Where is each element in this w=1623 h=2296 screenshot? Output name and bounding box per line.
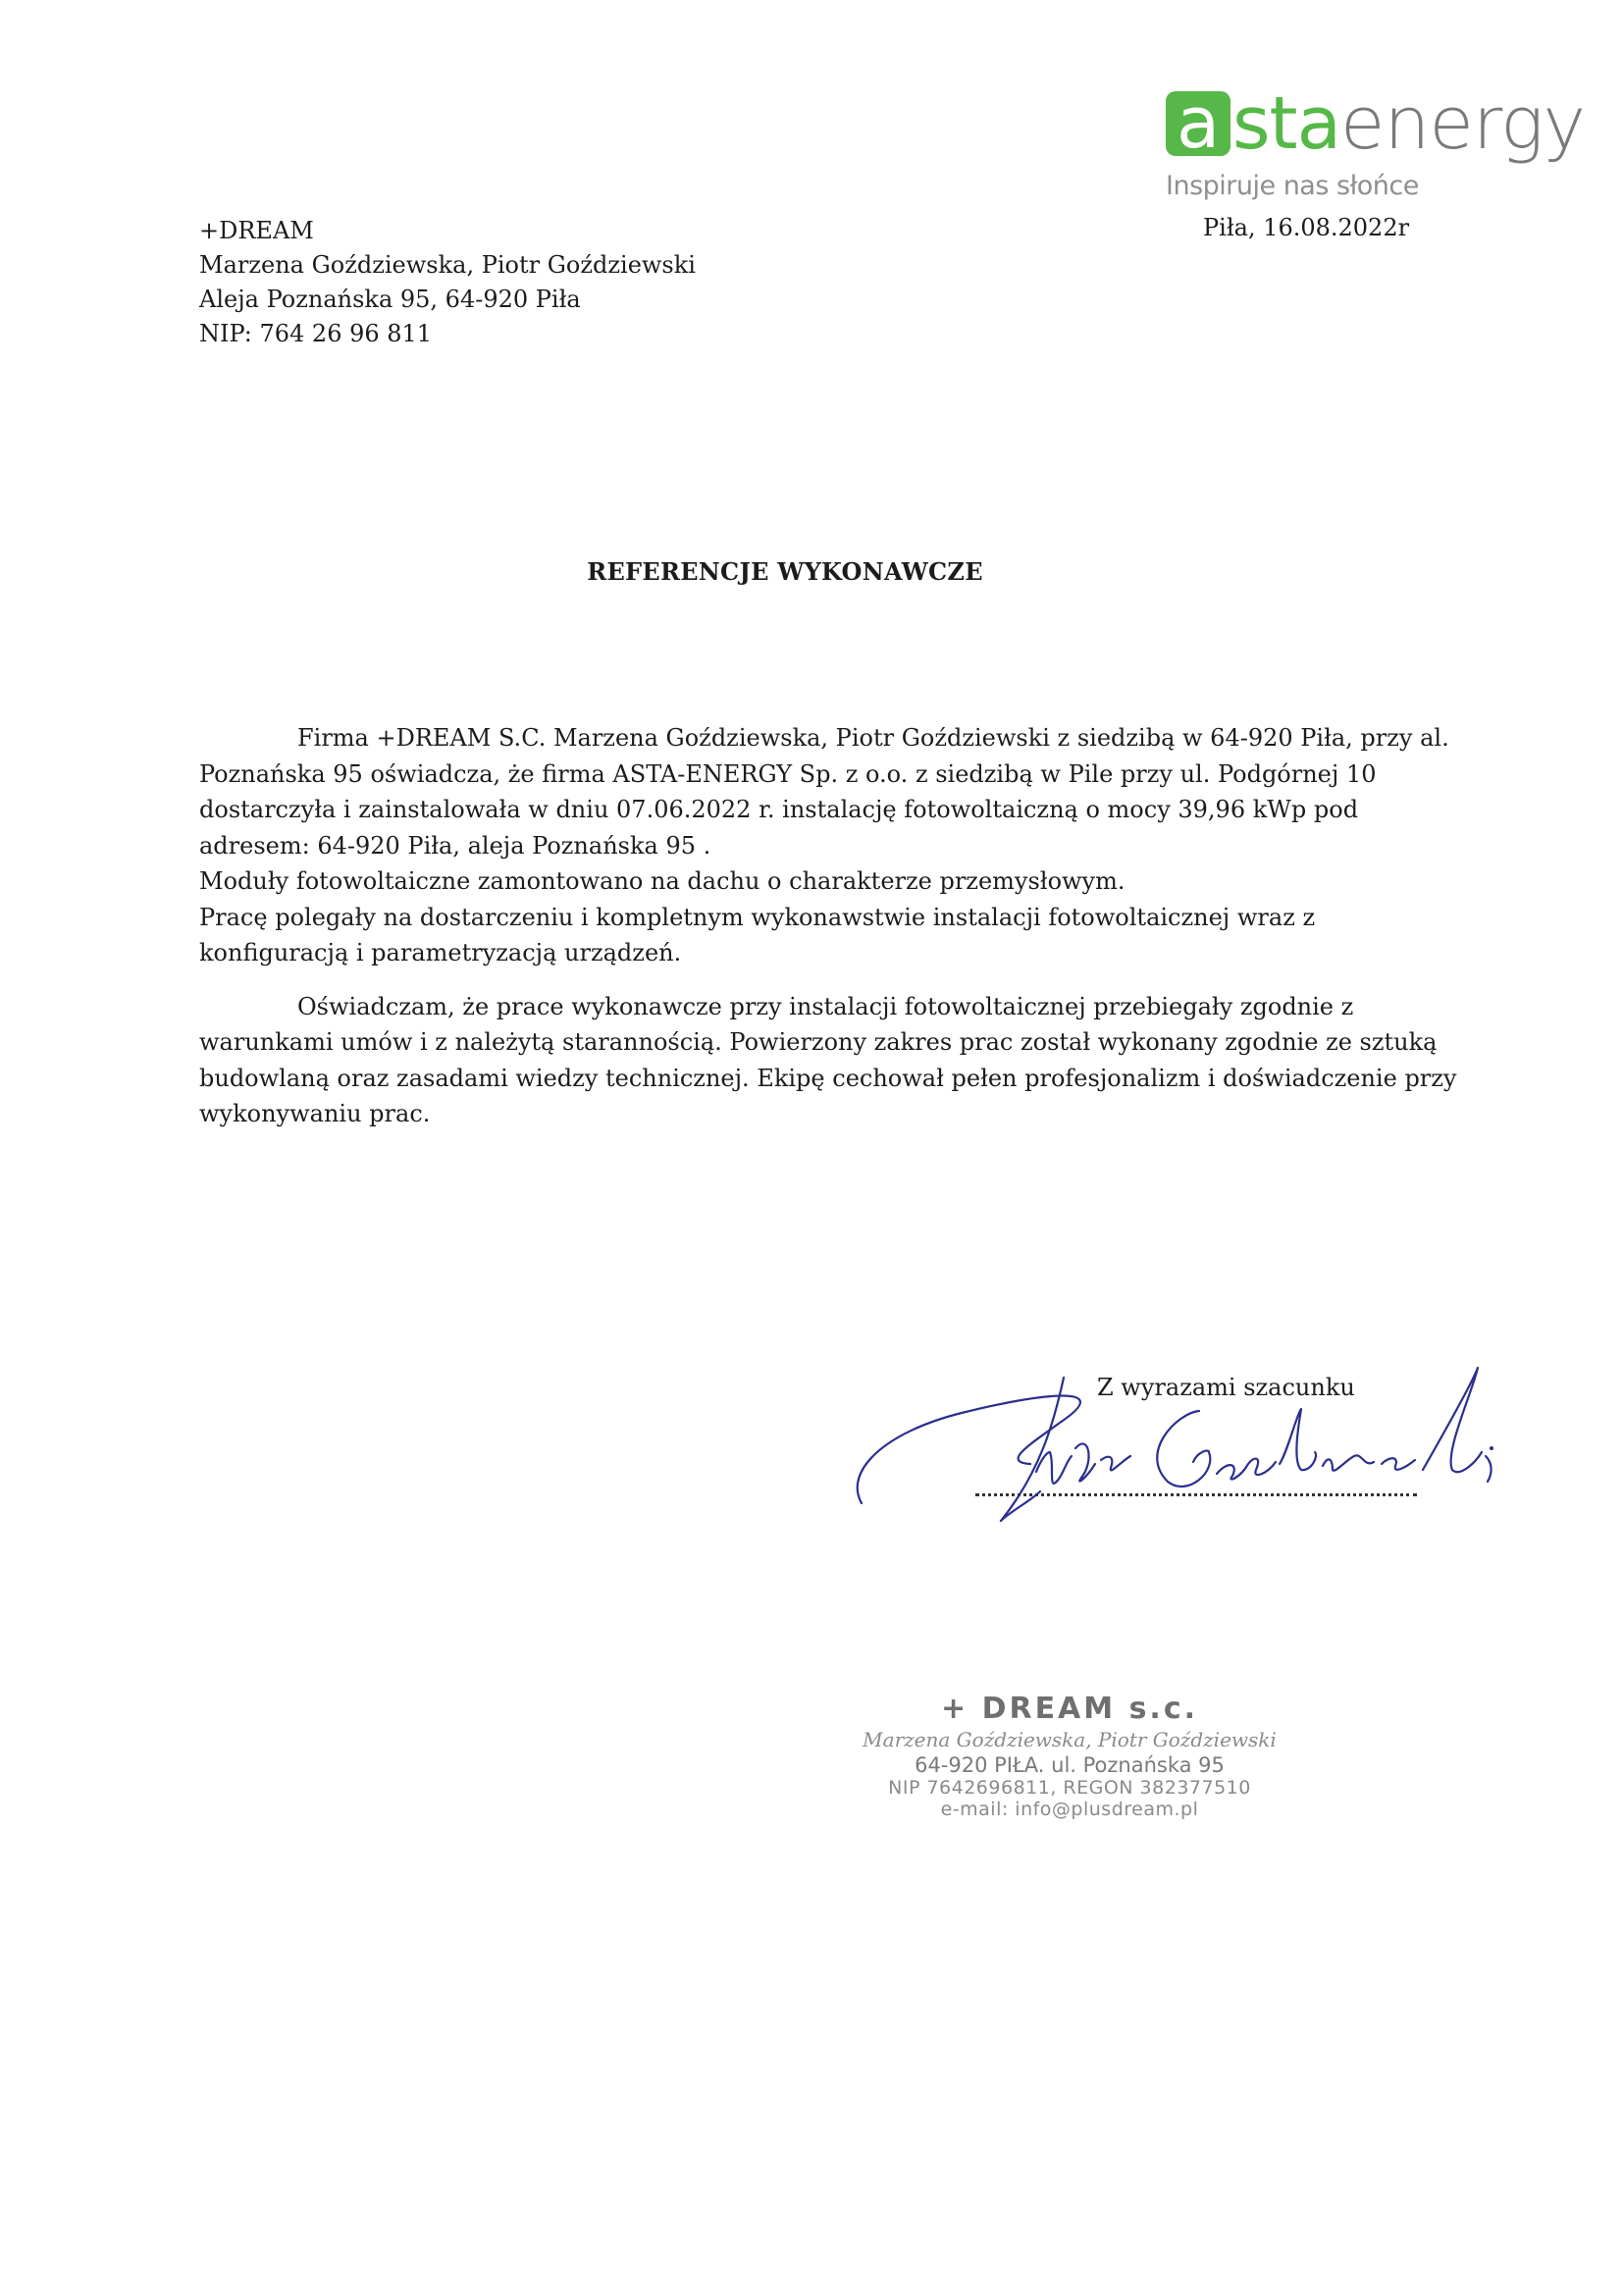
body-line: Oświadczam, że prace wykonawcze przy instalacji fotowoltaicznej przebiegały zgodnie z <box>297 992 1354 1020</box>
logo-a-letter: a <box>1176 81 1221 164</box>
body-line: warunkami umów i z należytą starannością. Powierzony zakres prac został wykonany zgodnie ze sztuką <box>199 1028 1438 1056</box>
stamp-owners: Marzena Goździewska, Piotr Goździewski <box>863 1728 1277 1751</box>
closing-phrase: Z wyrazami szacunku <box>1097 1374 1355 1401</box>
body-line: Firma +DREAM S.C. Marzena Goździewska, Piotr Goździewski z siedzibą w 64-920 Piła, przy al. <box>297 724 1449 752</box>
handwritten-signature-icon <box>844 1354 1511 1540</box>
sender-owners: Marzena Goździewska, Piotr Goździewski <box>199 251 696 279</box>
paragraph-gap <box>199 971 1475 989</box>
body-line: konfiguracją i parametryzacją urządzeń. <box>199 939 682 966</box>
stamp-address: 64-920 PIŁA. ul. Poznańska 95 <box>915 1753 1225 1777</box>
body-line: adresem: 64-920 Piła, aleja Poznańska 95 . <box>199 831 711 860</box>
place-date: Piła, 16.08.2022r <box>1203 214 1410 241</box>
sender-address: Aleja Poznańska 95, 64-920 Piła <box>199 286 581 313</box>
body-line: Pracę polegały na dostarczeniu i kompletnym wykonawstwie instalacji fotowoltaicznej wraz z <box>199 903 1316 931</box>
logo-wordmark <box>1166 81 1586 166</box>
body-line: Poznańska 95 oświadcza, że firma ASTA-ENERGY Sp. z o.o. z siedzibą w Pile przy ul. Podgórnej 10 <box>199 759 1377 788</box>
body-line: wykonywaniu prac. <box>199 1100 431 1127</box>
stamp-nip-regon: NIP 7642696811, REGON 382377510 <box>888 1777 1251 1799</box>
logo-sta-text: sta <box>1232 81 1340 166</box>
sender-company: +DREAM <box>199 217 314 244</box>
asta-energy-logo <box>1166 81 1586 212</box>
body-line: dostarczyła i zainstalowała w dniu 07.06.2022 r. instalację fotowoltaiczną o mocy 39,96 kWp pod <box>199 796 1359 823</box>
document-body <box>199 720 1475 1132</box>
logo-tagline: Inspiruje nas słońce <box>1166 171 1419 201</box>
sender-nip: NIP: 764 26 96 811 <box>199 320 433 347</box>
body-line: budowlaną oraz zasadami wiedzy technicznej. Ekipę cechował pełen profesjonalizm i doświadczenie przy <box>199 1064 1457 1092</box>
stamp-email: e-mail: info@plusdream.pl <box>940 1799 1199 1820</box>
logo-a-badge <box>1166 81 1230 164</box>
stamp-company: + DREAM s.c. <box>940 1692 1199 1726</box>
document-title: REFERENCJE WYKONAWCZE <box>587 557 983 586</box>
body-line: Moduły fotowoltaiczne zamontowano na dachu o charakterze przemysłowym. <box>199 867 1126 895</box>
logo-energy-text: energy <box>1339 81 1586 166</box>
company-stamp <box>844 1692 1295 1820</box>
sender-block <box>199 214 696 351</box>
